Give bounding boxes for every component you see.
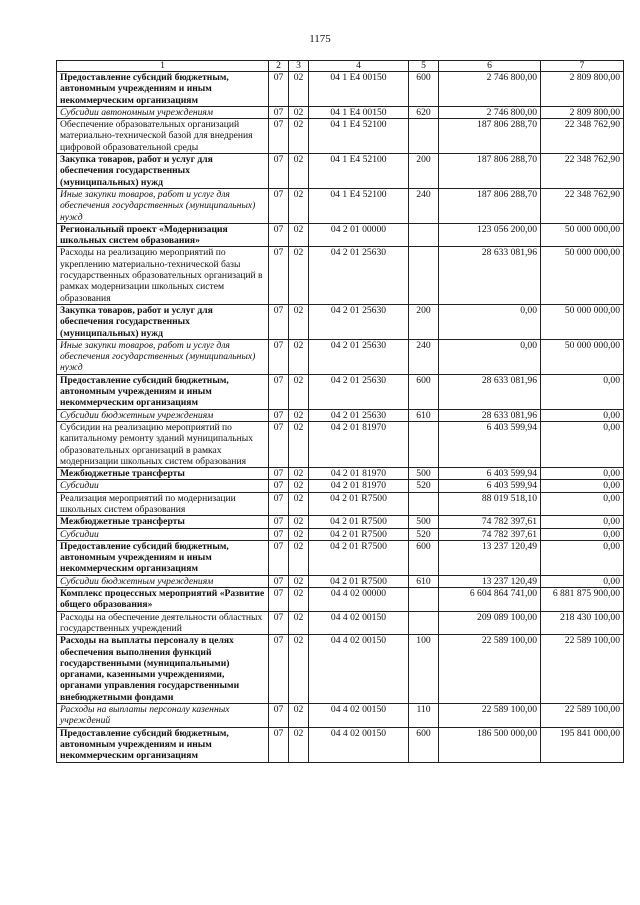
row-amount-year1-cell: 13 237 120,49 (439, 540, 541, 575)
row-expense-type-cell: 600 (409, 72, 439, 107)
row-name-cell: Межбюджетные трансферты (57, 516, 269, 528)
row-name-cell: Субсидии бюджетным учреждениям (57, 575, 269, 587)
row-section-cell: 07 (269, 468, 289, 480)
row-subsection-cell: 02 (289, 575, 309, 587)
row-expense-type-cell: 520 (409, 528, 439, 540)
row-subsection-cell: 02 (289, 588, 309, 612)
row-amount-year1-cell: 88 019 518,10 (439, 492, 541, 516)
table-row (57, 106, 624, 118)
row-amount-year1-cell: 0,00 (439, 304, 541, 339)
row-amount-year1-cell: 28 633 081,96 (439, 247, 541, 304)
row-section-cell: 07 (269, 409, 289, 421)
page-number: 1175 (309, 33, 331, 45)
row-subsection-cell: 02 (289, 480, 309, 492)
table-row (57, 704, 624, 728)
row-expense-type-cell: 610 (409, 409, 439, 421)
row-section-cell: 07 (269, 374, 289, 409)
row-name-cell: Иные закупки товаров, работ и услуг для обеспечения государственных (муниципальных) нужд (57, 188, 269, 223)
row-target-article-cell: 04 2 01 81970 (309, 480, 409, 492)
row-target-article-cell: 04 2 01 81970 (309, 421, 409, 467)
row-subsection-cell: 02 (289, 611, 309, 635)
row-target-article-cell: 04 2 01 25630 (309, 409, 409, 421)
row-amount-year2-cell: 0,00 (541, 374, 624, 409)
row-name-cell: Иные закупки товаров, работ и услуг для обеспечения государственных (муниципальных) нужд (57, 339, 269, 374)
row-amount-year1-cell: 22 589 100,00 (439, 704, 541, 728)
row-name-cell: Предоставление субсидий бюджетным, автономным учреждениям и иным некоммерческим организациям (57, 72, 269, 107)
row-amount-year1-cell: 187 806 288,70 (439, 154, 541, 189)
row-expense-type-cell: 100 (409, 635, 439, 704)
table-row (57, 304, 624, 339)
row-section-cell: 07 (269, 704, 289, 728)
row-target-article-cell: 04 1 E4 00150 (309, 106, 409, 118)
row-amount-year1-cell: 187 806 288,70 (439, 119, 541, 154)
row-amount-year2-cell: 0,00 (541, 540, 624, 575)
row-amount-year2-cell: 0,00 (541, 480, 624, 492)
row-subsection-cell: 02 (289, 223, 309, 247)
table-row (57, 421, 624, 467)
table-row (57, 154, 624, 189)
row-section-cell: 07 (269, 575, 289, 587)
row-target-article-cell: 04 4 02 00150 (309, 704, 409, 728)
row-amount-year1-cell: 28 633 081,96 (439, 409, 541, 421)
row-amount-year2-cell: 2 809 800,00 (541, 72, 624, 107)
row-section-cell: 07 (269, 304, 289, 339)
table-header-row (57, 61, 624, 72)
row-subsection-cell: 02 (289, 528, 309, 540)
row-amount-year2-cell: 50 000 000,00 (541, 223, 624, 247)
row-target-article-cell: 04 1 E4 00150 (309, 72, 409, 107)
row-name-cell: Региональный проект «Модернизация школьных систем образования» (57, 223, 269, 247)
table-row (57, 247, 624, 304)
row-amount-year2-cell: 0,00 (541, 528, 624, 540)
row-amount-year1-cell: 0,00 (439, 339, 541, 374)
row-expense-type-cell (409, 421, 439, 467)
row-name-cell: Комплекс процессных мероприятий «Развитие общего образования» (57, 588, 269, 612)
row-target-article-cell: 04 2 01 R7500 (309, 540, 409, 575)
row-target-article-cell: 04 2 01 25630 (309, 304, 409, 339)
row-amount-year2-cell: 0,00 (541, 516, 624, 528)
header-col-5: 5 (409, 61, 439, 72)
row-section-cell: 07 (269, 247, 289, 304)
row-subsection-cell: 02 (289, 119, 309, 154)
row-amount-year1-cell: 6 604 864 741,00 (439, 588, 541, 612)
row-target-article-cell: 04 2 01 R7500 (309, 516, 409, 528)
row-section-cell: 07 (269, 516, 289, 528)
row-amount-year1-cell: 2 746 800,00 (439, 106, 541, 118)
row-target-article-cell: 04 4 02 00150 (309, 635, 409, 704)
row-name-cell: Обеспечение образовательных организаций материально-технической базой для внедрения цифровой образовательной среды (57, 119, 269, 154)
table-row (57, 516, 624, 528)
row-amount-year2-cell: 0,00 (541, 492, 624, 516)
row-subsection-cell: 02 (289, 409, 309, 421)
row-target-article-cell: 04 1 E4 52100 (309, 154, 409, 189)
row-expense-type-cell: 620 (409, 106, 439, 118)
header-col-1: 1 (57, 61, 269, 72)
header-col-3: 3 (289, 61, 309, 72)
row-name-cell: Межбюджетные трансферты (57, 468, 269, 480)
table-row (57, 468, 624, 480)
row-section-cell: 07 (269, 588, 289, 612)
row-amount-year2-cell: 50 000 000,00 (541, 304, 624, 339)
row-amount-year2-cell: 6 881 875 900,00 (541, 588, 624, 612)
row-name-cell: Предоставление субсидий бюджетным, автономным учреждениям и иным некоммерческим организациям (57, 727, 269, 762)
row-section-cell: 07 (269, 72, 289, 107)
row-section-cell: 07 (269, 188, 289, 223)
row-amount-year2-cell: 0,00 (541, 409, 624, 421)
row-amount-year1-cell: 74 782 397,61 (439, 528, 541, 540)
row-target-article-cell: 04 2 01 00000 (309, 223, 409, 247)
row-section-cell: 07 (269, 492, 289, 516)
row-section-cell: 07 (269, 727, 289, 762)
row-expense-type-cell: 600 (409, 374, 439, 409)
row-subsection-cell: 02 (289, 421, 309, 467)
row-expense-type-cell (409, 223, 439, 247)
row-subsection-cell: 02 (289, 188, 309, 223)
row-amount-year1-cell: 6 403 599,94 (439, 421, 541, 467)
row-subsection-cell: 02 (289, 492, 309, 516)
row-expense-type-cell: 240 (409, 188, 439, 223)
row-target-article-cell: 04 1 E4 52100 (309, 188, 409, 223)
row-subsection-cell: 02 (289, 247, 309, 304)
row-target-article-cell: 04 4 02 00150 (309, 727, 409, 762)
row-name-cell: Субсидии на реализацию мероприятий по капитальному ремонту зданий муниципальных образовательных организаций в рамках модернизации школьных систем образования (57, 421, 269, 467)
row-expense-type-cell: 500 (409, 516, 439, 528)
row-subsection-cell: 02 (289, 72, 309, 107)
row-subsection-cell: 02 (289, 154, 309, 189)
table-row (57, 611, 624, 635)
row-expense-type-cell (409, 611, 439, 635)
row-name-cell: Субсидии (57, 480, 269, 492)
row-amount-year2-cell: 22 348 762,90 (541, 119, 624, 154)
table-row (57, 588, 624, 612)
row-amount-year2-cell: 22 589 100,00 (541, 704, 624, 728)
row-name-cell: Субсидии автономным учреждениям (57, 106, 269, 118)
row-amount-year1-cell: 123 056 200,00 (439, 223, 541, 247)
row-subsection-cell: 02 (289, 468, 309, 480)
row-expense-type-cell (409, 119, 439, 154)
row-amount-year1-cell: 6 403 599,94 (439, 468, 541, 480)
row-target-article-cell: 04 2 01 81970 (309, 468, 409, 480)
header-col-2: 2 (269, 61, 289, 72)
row-subsection-cell: 02 (289, 635, 309, 704)
row-amount-year2-cell: 195 841 000,00 (541, 727, 624, 762)
row-name-cell: Реализация мероприятий по модернизации школьных систем образования (57, 492, 269, 516)
row-subsection-cell: 02 (289, 727, 309, 762)
row-section-cell: 07 (269, 540, 289, 575)
row-expense-type-cell: 610 (409, 575, 439, 587)
table-row (57, 339, 624, 374)
row-target-article-cell: 04 2 01 25630 (309, 374, 409, 409)
row-expense-type-cell: 110 (409, 704, 439, 728)
row-subsection-cell: 02 (289, 339, 309, 374)
row-expense-type-cell: 520 (409, 480, 439, 492)
row-amount-year2-cell: 0,00 (541, 421, 624, 467)
row-amount-year1-cell: 209 089 100,00 (439, 611, 541, 635)
header-col-7: 7 (541, 61, 624, 72)
row-amount-year1-cell: 186 500 000,00 (439, 727, 541, 762)
table-row (57, 223, 624, 247)
row-amount-year2-cell: 22 348 762,90 (541, 154, 624, 189)
row-target-article-cell: 04 4 02 00150 (309, 611, 409, 635)
row-amount-year1-cell: 22 589 100,00 (439, 635, 541, 704)
row-subsection-cell: 02 (289, 304, 309, 339)
row-target-article-cell: 04 2 01 R7500 (309, 575, 409, 587)
row-amount-year1-cell: 28 633 081,96 (439, 374, 541, 409)
row-section-cell: 07 (269, 480, 289, 492)
budget-table (56, 60, 624, 763)
row-name-cell: Субсидии бюджетным учреждениям (57, 409, 269, 421)
row-expense-type-cell (409, 588, 439, 612)
row-section-cell: 07 (269, 611, 289, 635)
row-subsection-cell: 02 (289, 106, 309, 118)
header-col-4: 4 (309, 61, 409, 72)
row-section-cell: 07 (269, 528, 289, 540)
row-target-article-cell: 04 2 01 25630 (309, 339, 409, 374)
table-row (57, 492, 624, 516)
header-col-6: 6 (439, 61, 541, 72)
table-row (57, 727, 624, 762)
row-amount-year2-cell: 50 000 000,00 (541, 339, 624, 374)
table-row (57, 528, 624, 540)
row-subsection-cell: 02 (289, 704, 309, 728)
row-name-cell: Предоставление субсидий бюджетным, автономным учреждениям и иным некоммерческим организациям (57, 374, 269, 409)
row-amount-year2-cell: 50 000 000,00 (541, 247, 624, 304)
table-row (57, 188, 624, 223)
row-section-cell: 07 (269, 154, 289, 189)
table-row (57, 635, 624, 704)
row-section-cell: 07 (269, 339, 289, 374)
row-expense-type-cell (409, 492, 439, 516)
row-amount-year1-cell: 74 782 397,61 (439, 516, 541, 528)
row-target-article-cell: 04 2 01 R7500 (309, 492, 409, 516)
row-amount-year2-cell: 0,00 (541, 468, 624, 480)
row-subsection-cell: 02 (289, 374, 309, 409)
row-expense-type-cell: 240 (409, 339, 439, 374)
table-row (57, 540, 624, 575)
row-expense-type-cell: 500 (409, 468, 439, 480)
row-amount-year1-cell: 6 403 599,94 (439, 480, 541, 492)
row-section-cell: 07 (269, 421, 289, 467)
row-name-cell: Расходы на обеспечение деятельности областных государственных учреждений (57, 611, 269, 635)
row-amount-year2-cell: 22 589 100,00 (541, 635, 624, 704)
row-name-cell: Субсидии (57, 528, 269, 540)
row-name-cell: Расходы на выплаты персоналу в целях обеспечения выполнения функций государственными (муниципальными) органами, казенными учреждениями, органами управления государственными внебюджетными фондами (57, 635, 269, 704)
row-subsection-cell: 02 (289, 540, 309, 575)
row-section-cell: 07 (269, 223, 289, 247)
row-name-cell: Расходы на выплаты персоналу казенных учреждений (57, 704, 269, 728)
table-row (57, 575, 624, 587)
row-name-cell: Предоставление субсидий бюджетным, автономным учреждениям и иным некоммерческим организациям (57, 540, 269, 575)
table-row (57, 72, 624, 107)
table-row (57, 409, 624, 421)
row-amount-year2-cell: 0,00 (541, 575, 624, 587)
row-section-cell: 07 (269, 635, 289, 704)
row-name-cell: Закупка товаров, работ и услуг для обеспечения государственных (муниципальных) нужд (57, 304, 269, 339)
row-expense-type-cell (409, 247, 439, 304)
row-target-article-cell: 04 1 E4 52100 (309, 119, 409, 154)
row-expense-type-cell: 600 (409, 540, 439, 575)
row-expense-type-cell: 200 (409, 154, 439, 189)
row-amount-year2-cell: 22 348 762,90 (541, 188, 624, 223)
row-name-cell: Расходы на реализацию мероприятий по укреплению материально-технической базы государственных образовательных организаций в рамках модернизации школьных систем образования (57, 247, 269, 304)
row-target-article-cell: 04 4 02 00000 (309, 588, 409, 612)
row-subsection-cell: 02 (289, 516, 309, 528)
row-section-cell: 07 (269, 119, 289, 154)
table-row (57, 119, 624, 154)
row-amount-year2-cell: 2 809 800,00 (541, 106, 624, 118)
row-amount-year2-cell: 218 430 100,00 (541, 611, 624, 635)
row-target-article-cell: 04 2 01 25630 (309, 247, 409, 304)
table-row (57, 374, 624, 409)
row-section-cell: 07 (269, 106, 289, 118)
row-expense-type-cell: 600 (409, 727, 439, 762)
row-expense-type-cell: 200 (409, 304, 439, 339)
row-amount-year1-cell: 13 237 120,49 (439, 575, 541, 587)
row-amount-year1-cell: 2 746 800,00 (439, 72, 541, 107)
row-name-cell: Закупка товаров, работ и услуг для обеспечения государственных (муниципальных) нужд (57, 154, 269, 189)
row-target-article-cell: 04 2 01 R7500 (309, 528, 409, 540)
row-amount-year1-cell: 187 806 288,70 (439, 188, 541, 223)
table-row (57, 480, 624, 492)
